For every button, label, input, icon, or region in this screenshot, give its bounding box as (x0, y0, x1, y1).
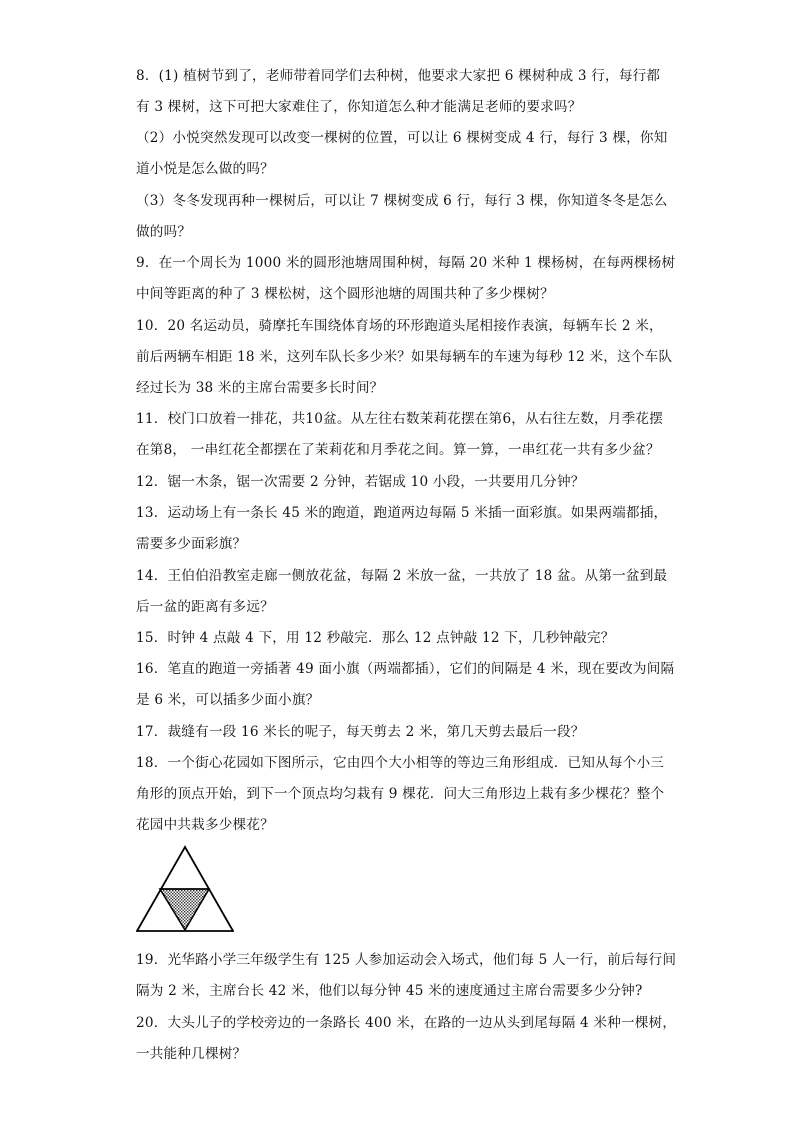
q19-line-2: 隔为 2 米，主席台长 42 米，他们以每分钟 45 米的速度通过主席台需要多少分钟? (136, 983, 643, 999)
q10-line-3: 经过长为 38 米的主席台需要多长时间？ (136, 380, 384, 396)
q10-line-2: 前后两辆车相距 18 米，这列车队长多少米？如果每辆车的车速为每秒 12 米，这个车队 (136, 349, 673, 365)
q8-line-6: 做的吗？ (136, 224, 192, 240)
garden-triangle-figure (136, 842, 234, 934)
q9-line-2: 中间等距离的种了 3 棵松树，这个圆形池塘的周围共种了多少棵树？ (136, 286, 554, 302)
q8-line-3: （2）小悦突然发现可以改变一棵树的位置，可以让 6 棵树变成 4 行，每行 3 棵，你知 (136, 130, 668, 146)
q18-line-1: 18．一个街心花园如下图所示，它由四个大小相等的等边三角形组成．已知从每个小三 (136, 755, 665, 771)
q18-line-2: 角形的顶点开始，到下一个顶点均匀栽有 9 棵花．问大三角形边上栽有多少棵花？整个 (136, 786, 665, 802)
q8-line-5: （3）冬冬发现再种一棵树后，可以让 7 棵树变成 6 行，每行 3 棵，你知道冬冬是怎么 (136, 193, 668, 209)
q8-line-2: 有 3 棵树，这下可把大家难住了，你知道怎么种才能满足老师的要求吗？ (136, 99, 582, 115)
q13-line-1: 13．运动场上有一条长 45 米的跑道，跑道两边每隔 5 米插一面彩旗。如果两端都插， (136, 505, 668, 521)
q17-line-1: 17．裁缝有一段 16 米长的呢子，每天剪去 2 米，第几天剪去最后一段？ (136, 724, 585, 740)
q15-line-1: 15．时钟 4 点敲 4 下，用 12 秒敲完．那么 12 点钟敲 12 下，几秒钟敲完？ (136, 630, 615, 646)
q20-line-2: 一共能种几棵树？ (136, 1046, 247, 1062)
q16-line-2: 是 6 米，可以插多少面小旗？ (136, 692, 320, 708)
q16-line-1: 16．笔直的跑道一旁插著 49 面小旗（两端都插），它们的间隔是 4 米，现在要改为间隔 (136, 661, 675, 677)
q11-line-1: 11．校门口放着一排花，共10盆。从左往右数茉莉花摆在第6，从右往左数，月季花摆 (136, 411, 664, 427)
garden-triangle-diagram (136, 842, 234, 934)
q14-line-1: 14．王伯伯沿教室走廊一侧放花盆，每隔 2 米放一盆，一共放了 18 盆。从第一盆到最 (136, 568, 668, 584)
q10-line-1: 10．20 名运动员，骑摩托车围绕体育场的环形跑道头尾相接作表演，每辆车长 2 米， (136, 318, 663, 334)
q13-line-2: 需要多少面彩旗？ (136, 536, 247, 552)
q11-line-2: 在第8， 一串红花全都摆在了茉莉花和月季花之间。算一算，一串红花一共有多少盆？ (136, 442, 660, 458)
q20-line-1: 20．大头儿子的学校旁边的一条路长 400 米，在路的一边从头到尾每隔 4 米种一棵树， (136, 1015, 677, 1031)
q8-line-4: 道小悦是怎么做的吗？ (136, 161, 274, 177)
q8-line-1: 8．(1) 植树节到了，老师带着同学们去种树，他要求大家把 6 棵树种成 3 行，每行都 (136, 68, 661, 84)
q18-line-3: 花园中共栽多少棵花？ (136, 817, 274, 833)
shaded-middle-triangle (160, 889, 209, 930)
q19-line-1: 19．光华路小学三年级学生有 125 人参加运动会入场式，他们每 5 人一行，前后每行间 (136, 952, 677, 968)
q12-line-1: 12．锯一木条，锯一次需要 2 分钟，若锯成 10 小段，一共要用几分钟？ (136, 474, 585, 490)
q9-line-1: 9．在一个周长为 1000 米的圆形池塘周围种树，每隔 20 米种 1 棵杨树，在每两棵杨树 (136, 255, 676, 271)
q14-line-2: 后一盆的距离有多远？ (136, 599, 274, 615)
